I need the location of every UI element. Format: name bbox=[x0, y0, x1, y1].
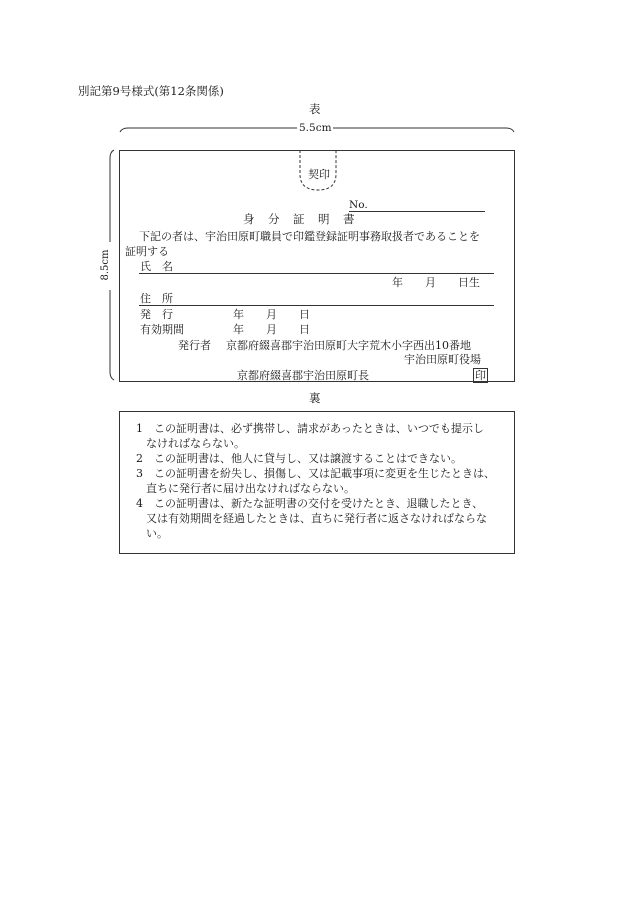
id-card-back bbox=[119, 411, 515, 554]
note-3-line-2: 直ちに発行者に届け出なければならない。 bbox=[146, 482, 355, 495]
note-2: 2 この証明書は、他人に貸与し、又は譲渡することはできない。 bbox=[136, 452, 462, 465]
seal-stamp: 印 bbox=[475, 369, 486, 382]
note-1-line-2: なければならない。 bbox=[146, 437, 245, 450]
mayor-title: 京都府綴喜郡宇治田原町長 bbox=[237, 369, 369, 382]
issuer-address: 京都府綴喜郡宇治田原町大字荒木小字西出10番地 bbox=[226, 339, 471, 352]
body-line-2: 証明する bbox=[125, 245, 169, 258]
width-dimension-label: 5.5cm bbox=[299, 122, 332, 134]
issuer-label: 発行者 bbox=[178, 339, 211, 352]
note-4-line-3: い。 bbox=[146, 527, 168, 540]
name-label: 氏 名 bbox=[140, 260, 173, 273]
note-3-line-1: 3 この証明書を紛失し、損傷し、又は記載事項に変更を生じたときは、 bbox=[136, 467, 495, 480]
number-label: No. bbox=[349, 199, 368, 211]
height-dimension-label: 8.5cm bbox=[100, 249, 111, 281]
note-4-line-2: 又は有効期間を経過したときは、直ちに発行者に返さなければならな bbox=[146, 512, 487, 525]
office-name: 宇治田原町役場 bbox=[404, 353, 481, 366]
validity-date: 年 月 日 bbox=[233, 323, 310, 336]
validity-label: 有効期間 bbox=[140, 323, 184, 336]
id-card-front bbox=[119, 150, 515, 382]
address-label: 住 所 bbox=[140, 292, 173, 305]
note-1-line-1: 1 この証明書は、必ず携帯し、請求があったときは、いつでも提示し bbox=[136, 422, 484, 435]
number-underline bbox=[349, 211, 485, 212]
name-underline bbox=[139, 273, 494, 274]
birth-label: 年 月 日生 bbox=[392, 276, 480, 289]
form-reference: 別記第9号様式(第12条関係) bbox=[78, 84, 224, 98]
address-underline bbox=[139, 305, 494, 306]
issue-label: 発 行 bbox=[140, 308, 173, 321]
back-label: 裏 bbox=[309, 391, 321, 405]
body-line-1: 下記の者は、宇治田原町職員で印鑑登録証明事務取扱者であることを bbox=[139, 230, 480, 243]
front-label: 表 bbox=[309, 102, 321, 116]
note-4-line-1: 4 この証明書は、新たな証明書の交付を受けたとき、退職したとき、 bbox=[136, 497, 484, 510]
card-title: 身 分 証 明 書 bbox=[243, 212, 356, 226]
issue-date: 年 月 日 bbox=[233, 308, 310, 321]
seal-mark: 契印 bbox=[308, 168, 330, 181]
